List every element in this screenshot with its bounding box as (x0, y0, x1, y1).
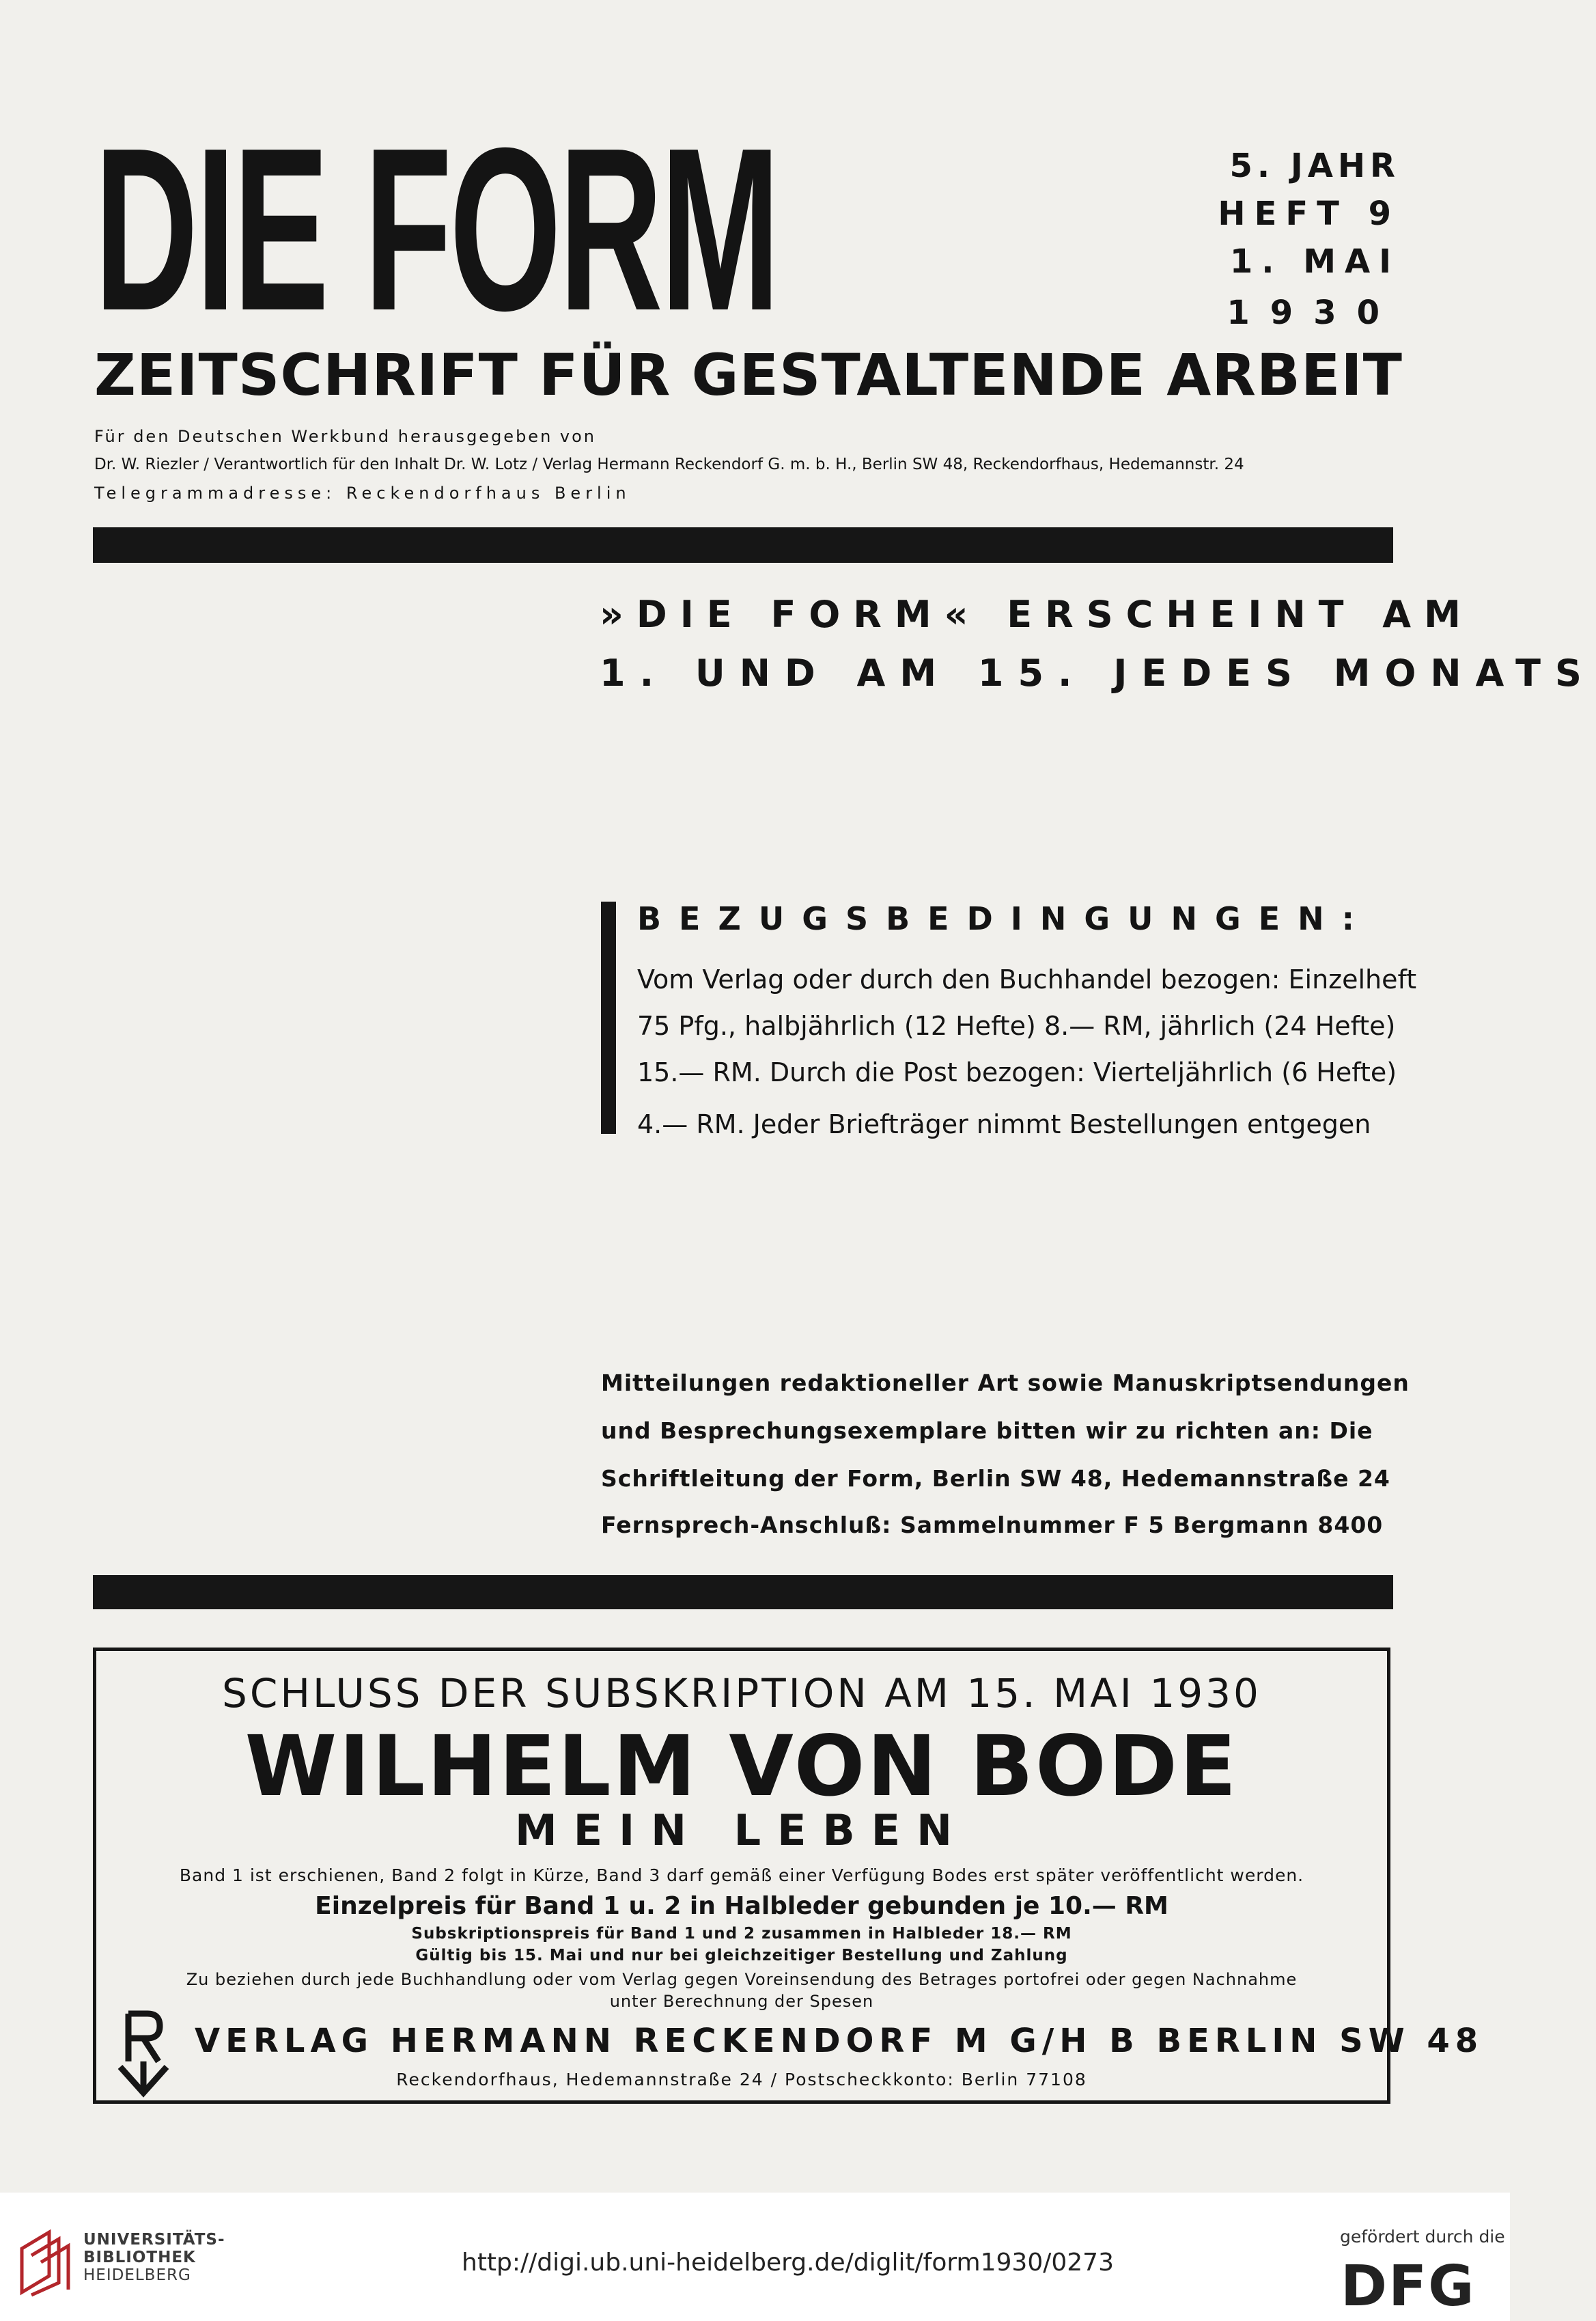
advert-subtitle: MEIN LEBEN (515, 1805, 968, 1855)
issue-year-number: 1930 (1227, 294, 1400, 332)
advert-price: Einzelpreis für Band 1 u. 2 in Halbleder gebunden je 10.— RM (315, 1892, 1168, 1920)
dfg-logo: DFG (1341, 2254, 1476, 2319)
subscription-line: 75 Pfg., halbjährlich (12 Hefte) 8.— RM, jährlich (24 Hefte) (637, 1011, 1396, 1041)
divider-bar (93, 527, 1393, 563)
publisher-line: Telegrammadresse: Reckendorfhaus Berlin (94, 484, 631, 503)
editorial-line: Mitteilungen redaktioneller Art sowie Manuskriptsendungen (601, 1370, 1410, 1396)
subscription-line: 4.— RM. Jeder Briefträger nimmt Bestellungen entgegen (637, 1109, 1371, 1139)
subscription-line: Vom Verlag oder durch den Buchhandel bezogen: Einzelheft (637, 964, 1417, 995)
divider-bar (93, 1575, 1393, 1609)
editorial-line: Fernsprech-Anschluß: Sammelnummer F 5 Bergmann 8400 (601, 1512, 1384, 1538)
advert-order-info: unter Berechnung der Spesen (609, 1992, 874, 2011)
subscription-line: 15.— RM. Durch die Post bezogen: Vierteljährlich (6 Hefte) (637, 1057, 1397, 1087)
editorial-line: Schriftleitung der Form, Berlin SW 48, Hedemannstraße 24 (601, 1465, 1390, 1492)
issue-year: 5. JAHR (1229, 147, 1400, 185)
advert-subscription-price: Subskriptionspreis für Band 1 und 2 zusammen in Halbleder 18.— RM (411, 1925, 1072, 1943)
subscription-rule (601, 902, 616, 1134)
issue-date: 1. MAI (1229, 242, 1400, 281)
advert-title: WILHELM VON BODE (244, 1718, 1239, 1815)
publisher-line: Dr. W. Riezler / Verantwortlich für den Inhalt Dr. W. Lotz / Verlag Hermann Reckendorf G. m. b. H., Berlin SW 48, Reckendorfhaus, Hedemannstr. 24 (94, 456, 1244, 473)
advert-order-info: Zu beziehen durch jede Buchhandlung oder vom Verlag gegen Voreinsendung des Betrages portofrei oder gegen Nachnahme (186, 1970, 1298, 1989)
masthead-title: DIE FORM (94, 100, 778, 359)
subscription-heading: BEZUGSBEDINGUNGEN: (637, 900, 1373, 937)
library-name: UNIVERSITÄTS- (83, 2231, 225, 2249)
advert-subscription-validity: Gültig bis 15. Mai und nur bei gleichzeitiger Bestellung und Zahlung (415, 1947, 1068, 1964)
advert-deadline: SCHLUSS DER SUBSKRIPTION AM 15. MAI 1930 (222, 1670, 1261, 1717)
funding-caption: gefördert durch die (1340, 2227, 1505, 2247)
advert-address: Reckendorfhaus, Hedemannstraße 24 / Postscheckkonto: Berlin 77108 (396, 2070, 1087, 2089)
library-location: HEIDELBERG (83, 2266, 191, 2284)
appearance-line: »DIE FORM« ERSCHEINT AM (600, 593, 1474, 636)
issue-number: HEFT 9 (1218, 195, 1400, 233)
editorial-line: und Besprechungsexemplare bitten wir zu richten an: Die (601, 1417, 1373, 1444)
university-library-logo-icon (15, 2228, 75, 2296)
library-name: BIBLIOTHEK (83, 2249, 196, 2266)
masthead-subtitle: ZEITSCHRIFT FÜR GESTALTENDE ARBEIT (94, 342, 1403, 408)
publisher-line: Für den Deutschen Werkbund herausgegeben von (94, 427, 596, 446)
advert-publisher: VERLAG HERMANN RECKENDORF M G/H B BERLIN SW 48 (195, 2022, 1484, 2060)
source-url-link[interactable]: http://digi.ub.uni-heidelberg.de/diglit/form1930/0273 (462, 2249, 1114, 2277)
appearance-line: 1. UND AM 15. JEDES MONATS (600, 652, 1596, 695)
advert-note: Band 1 ist erschienen, Band 2 folgt in Kürze, Band 3 darf gemäß einer Verfügung Bodes erst später veröffentlicht werden. (179, 1865, 1304, 1885)
